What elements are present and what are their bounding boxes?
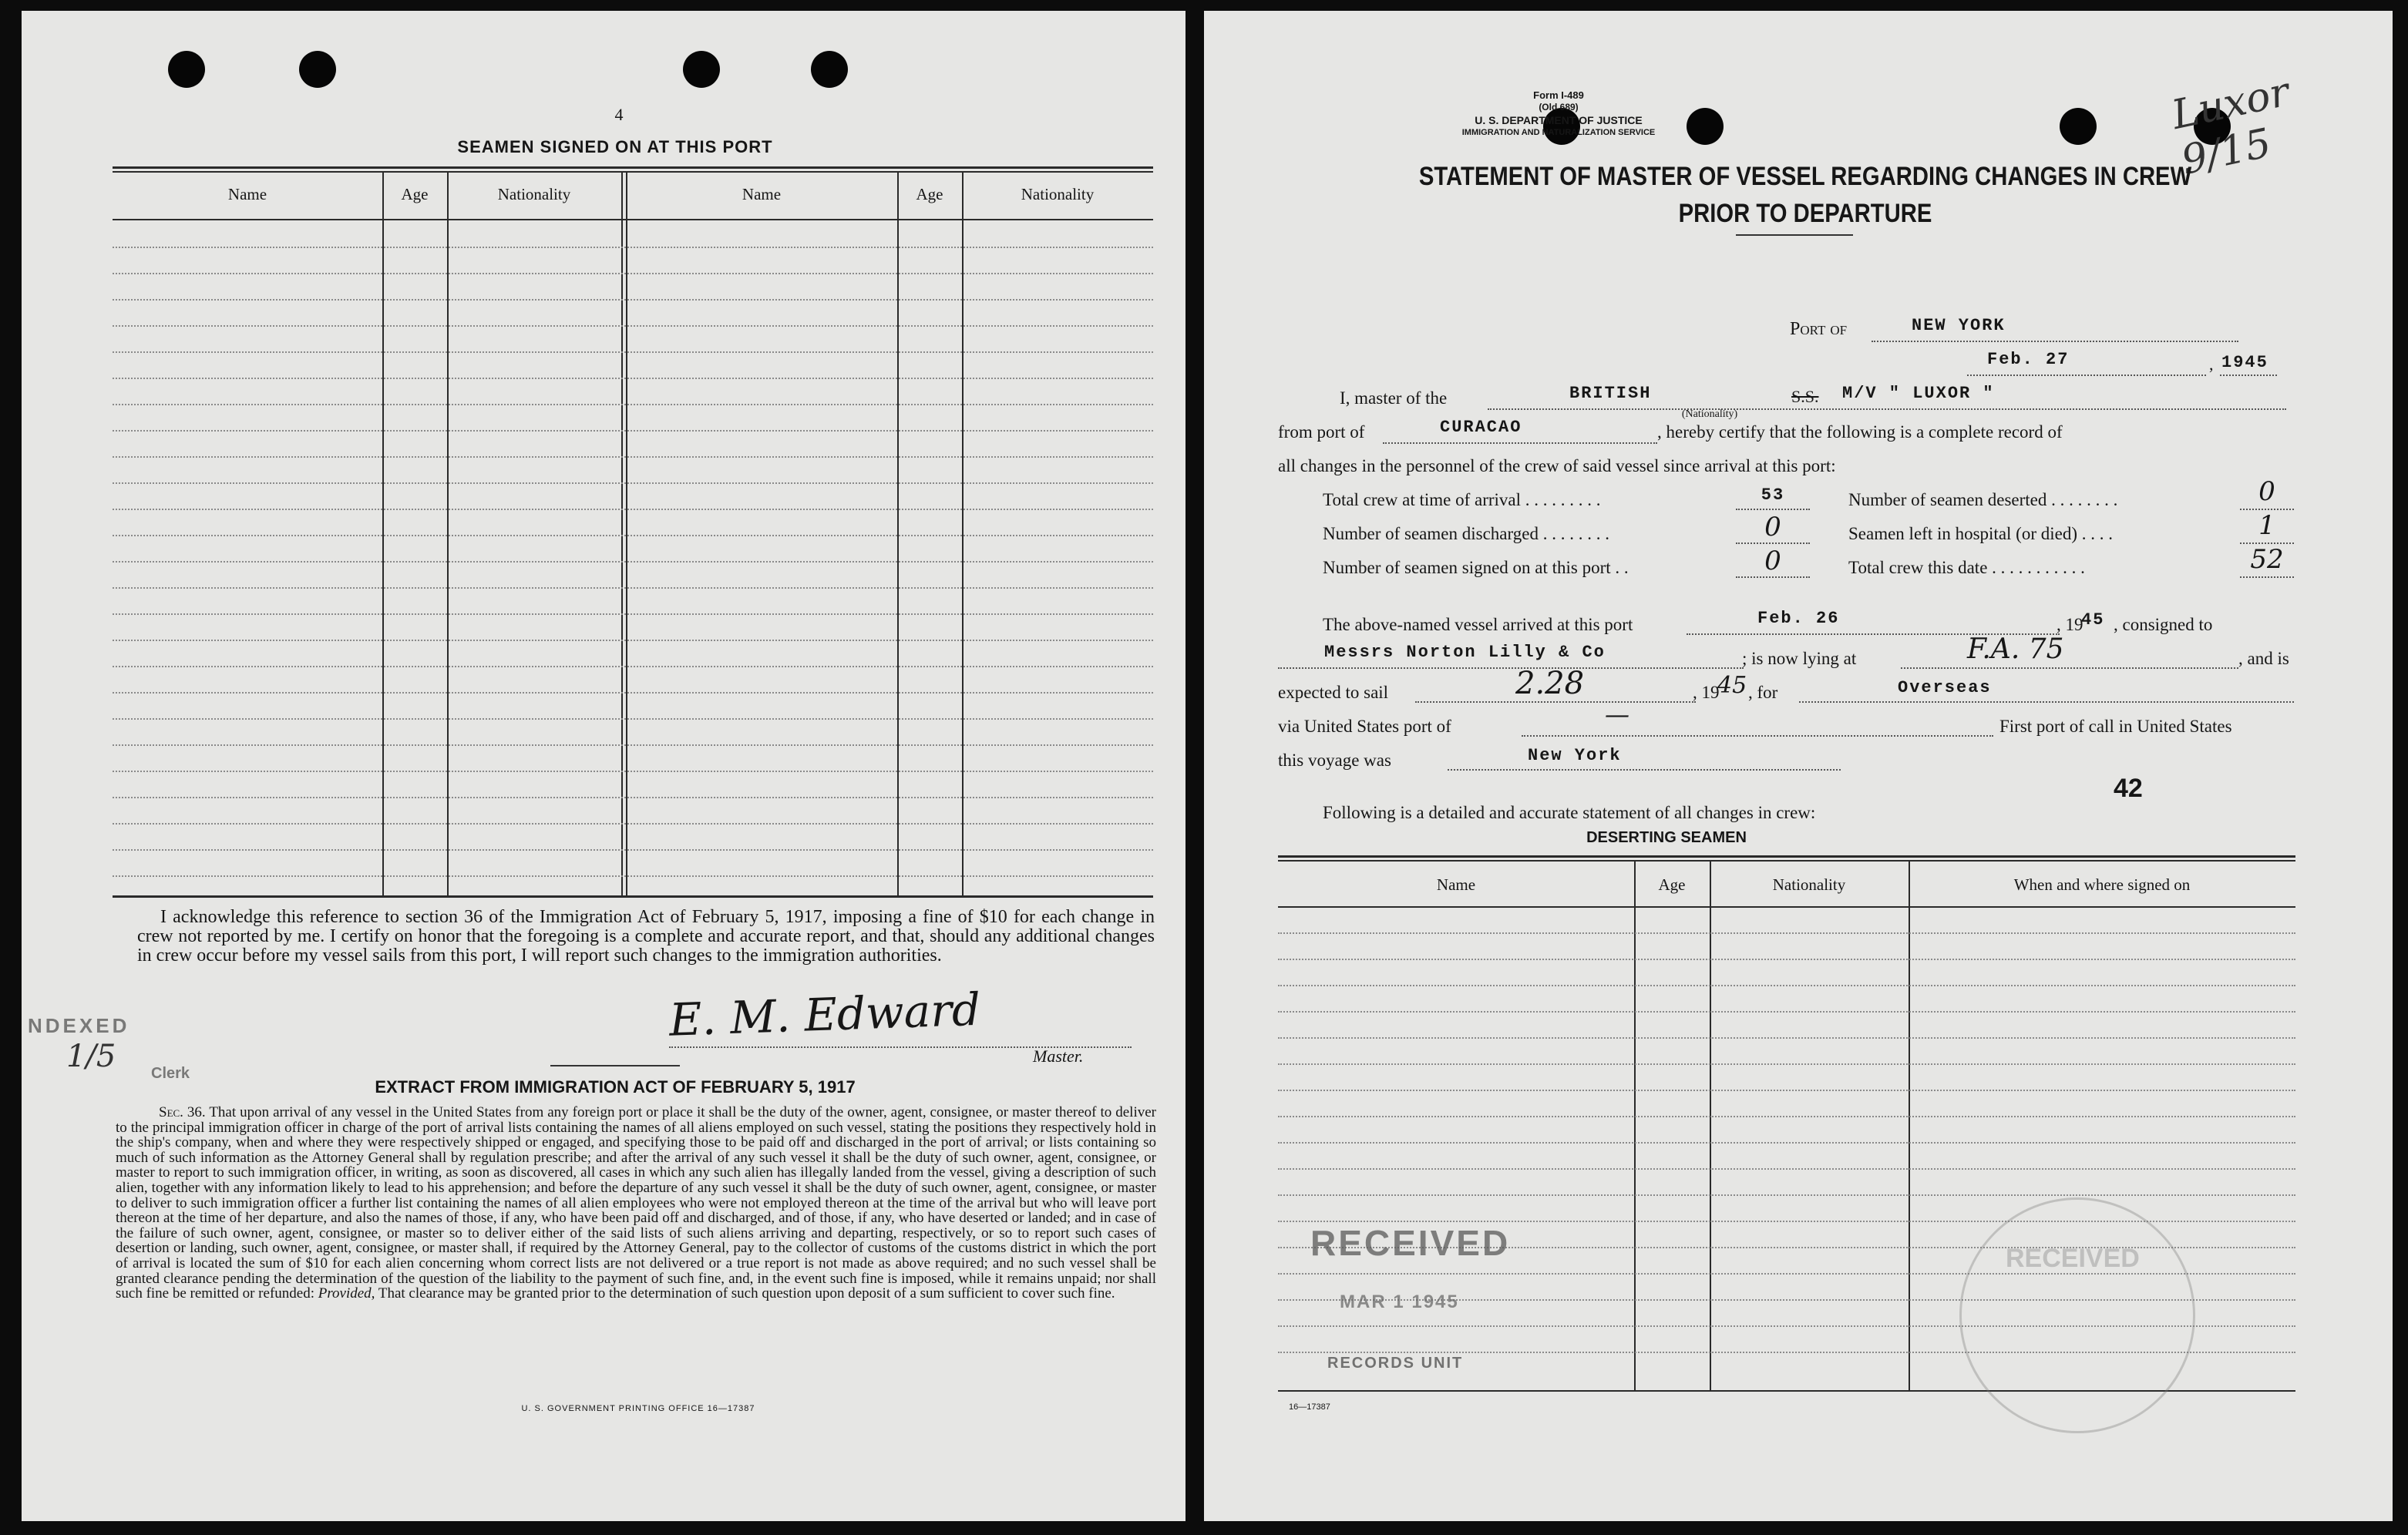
number-42: 42 xyxy=(2114,774,2143,803)
for-field xyxy=(1799,701,2294,703)
this-voyage-label: this voyage was xyxy=(1278,751,1391,770)
clerk-label: Clerk xyxy=(151,1065,190,1082)
stat-value-deserted: 0 xyxy=(2258,476,2275,507)
stat-label-discharged: Number of seamen discharged . . . . . . . . xyxy=(1323,524,1609,543)
stat-label-hospital: Seamen left in hospital (or died) . . . . xyxy=(1848,524,2114,543)
extract-title: EXTRACT FROM IMMIGRATION ACT OF FEBRUARY 5, 1917 xyxy=(375,1077,856,1097)
punch-hole xyxy=(811,51,848,88)
sec-label: Sec. 36. xyxy=(159,1104,206,1120)
date-comma: , xyxy=(2209,354,2214,374)
from-port-label: from port of xyxy=(1278,422,1365,442)
master-signature: E. M. Edward xyxy=(668,982,982,1046)
sail-year-prefix: , 19 xyxy=(1693,683,1720,702)
master-label: Master. xyxy=(1033,1046,1084,1066)
for-value: Overseas xyxy=(1898,678,1992,697)
arrived-label: The above-named vessel arrived at this port xyxy=(1323,615,1633,634)
and-is-label: , and is xyxy=(2238,649,2289,668)
stat-value-signed-on: 0 xyxy=(1764,546,1781,576)
from-port-field xyxy=(1383,442,1657,444)
certify-text: , hereby certify that the following is a complete record of xyxy=(1657,422,2063,442)
form-title-line1: STATEMENT OF MASTER OF VESSEL REGARDING CHANGES IN CREW xyxy=(1418,162,2192,191)
extract-body xyxy=(116,1105,1156,1302)
nationality-caption: (Nationality) xyxy=(1681,408,1738,420)
vessel-name: M/V " LUXOR " xyxy=(1842,384,1995,403)
page-number: 4 xyxy=(614,105,624,124)
sail-date: 2.28 xyxy=(1515,666,1585,701)
stat-label-total-date: Total crew this date . . . . . . . . . . . xyxy=(1848,558,2085,577)
sail-label: expected to sail xyxy=(1278,683,1389,702)
form-title-line2: PRIOR TO DEPARTURE xyxy=(1678,199,1932,228)
col-header-nationality: Nationality xyxy=(497,185,571,203)
col-header-age: Age xyxy=(401,185,429,203)
received-stamp: RECEIVED xyxy=(1310,1223,1511,1263)
punch-hole xyxy=(299,51,336,88)
stat-field xyxy=(1736,542,1810,544)
clerk-handwritten-mark: 1/5 xyxy=(66,1039,116,1074)
deserting-title: DESERTING SEAMEN xyxy=(1586,829,1747,846)
punch-hole xyxy=(2060,108,2097,145)
consigned-label: , consigned to xyxy=(2114,615,2213,634)
via-field xyxy=(1522,735,1993,737)
year-field xyxy=(2220,375,2277,376)
col-header-name: Name xyxy=(227,185,267,203)
stat-field xyxy=(2240,576,2294,578)
port-of-label: Port of xyxy=(1790,319,1848,339)
lying-at-label: ; is now lying at xyxy=(1742,649,1857,668)
stat-field xyxy=(1736,576,1810,578)
deserting-col-name: Name xyxy=(1436,875,1476,894)
section-title: SEAMEN SIGNED ON AT THIS PORT xyxy=(457,137,773,156)
corner-handwritten-note: Luxor 9/15 xyxy=(2168,69,2294,184)
deserting-col-age: Age xyxy=(1658,875,1686,894)
master-of-field xyxy=(1488,408,2286,410)
faint-stamp-text: RECEIVED xyxy=(2006,1244,2140,1273)
port-of-value: NEW YORK xyxy=(1912,316,2006,335)
stat-label-total-arrival: Total crew at time of arrival . . . . . . . . . xyxy=(1323,490,1601,509)
department: U. S. DEPARTMENT OF JUSTICE xyxy=(1475,114,1643,126)
col-header-name-2: Name xyxy=(742,185,782,203)
service: IMMIGRATION AND NATURALIZATION SERVICE xyxy=(1461,128,1656,137)
year-value: 1945 xyxy=(2221,353,2268,372)
left-page xyxy=(22,11,1186,1521)
sail-year: 45 xyxy=(1717,672,1747,699)
lying-at-value: F.A. 75 xyxy=(1967,633,2064,665)
sail-field xyxy=(1415,701,1696,703)
all-changes-text: all changes in the personnel of the crew of said vessel since arrival at this port: xyxy=(1278,456,1836,475)
form-old: (Old 689) xyxy=(1539,102,1579,113)
date-value: Feb. 27 xyxy=(1987,350,2070,369)
arrived-date: Feb. 26 xyxy=(1757,609,1840,628)
lying-at-field xyxy=(1901,667,2238,669)
port-of-field xyxy=(1872,341,2238,342)
col-header-age-2: Age xyxy=(916,185,943,203)
stat-value-total-arrival: 53 xyxy=(1761,485,1785,505)
consignee-field xyxy=(1278,667,1744,669)
via-label: via United States port of xyxy=(1278,717,1451,736)
deserting-col-signed-on: When and where signed on xyxy=(2013,875,2191,894)
following-text: Following is a detailed and accurate statement of all changes in crew: xyxy=(1323,803,1816,822)
vessel-ss: S.S. xyxy=(1791,387,1819,406)
via-value: — xyxy=(1605,700,1629,729)
stat-value-discharged: 0 xyxy=(1764,512,1781,542)
extract-end: That clearance may be granted prior to the determination of such question upon deposit of a sum sufficient to cover such fine. xyxy=(378,1285,1115,1302)
faint-circular-stamp xyxy=(1959,1197,2195,1433)
divider-line xyxy=(550,1065,680,1066)
deserting-col-nationality: Nationality xyxy=(1772,875,1846,894)
this-voyage-field xyxy=(1448,769,1841,771)
punch-hole xyxy=(168,51,205,88)
from-port-value: CURACAO xyxy=(1440,418,1522,437)
stat-label-deserted: Number of seamen deserted . . . . . . . . xyxy=(1848,490,2118,509)
indexed-stamp: NDEXED xyxy=(28,1014,130,1037)
received-date-stamp: MAR 1 1945 xyxy=(1340,1291,1459,1312)
this-voyage-value: New York xyxy=(1528,746,1622,765)
extract-provided: Provided, xyxy=(318,1285,375,1302)
stat-label-signed-on: Number of seamen signed on at this port . . xyxy=(1323,558,1629,577)
title-underline xyxy=(1736,234,1853,236)
stat-value-hospital: 1 xyxy=(2258,510,2275,541)
printing-office: U. S. GOVERNMENT PRINTING OFFICE 16—17387 xyxy=(521,1404,755,1413)
form-number: Form I-489 xyxy=(1533,89,1584,101)
master-of-label: I, master of the xyxy=(1340,388,1448,408)
col-header-nationality-2: Nationality xyxy=(1021,185,1095,203)
stat-value-total-date: 52 xyxy=(2250,544,2284,575)
right-page xyxy=(1204,11,2393,1521)
arrived-year: 45 xyxy=(2081,610,2105,630)
for-label: , for xyxy=(1748,683,1778,702)
punch-hole xyxy=(683,51,720,88)
date-field xyxy=(1967,375,2206,376)
records-unit-stamp: RECORDS UNIT xyxy=(1327,1355,1464,1372)
extract-text: That upon arrival of any vessel in the United States from any foreign port or place it shall be the duty of the owner, agent, consignee, or master thereof to deliver to the principal immigration officer in charge of the port of arrival lists containing the names of all aliens employed on such vessel, stating the positions they respectively hold in the ship's company, when and where they were respectively shipped or engaged, and specifying those to be paid off and discharged in the port of arrival; or lists containing so much of such information as the Attorney General shall by regulation prescribe; and after the arrival of any such vessel it shall be the duty of such owner, agent, consignee, or master to report to such immigration officer, in writing, as soon as discovered, all cases in which any such alien has illegally landed from the vessel, giving a description of such alien, together with any information likely to lead to his apprehension; and before the departure of any such vessel it shall be the duty of such owner, agent, consignee, or master to deliver to such immigration officer a further list containing the names of all alien employees who were not employed thereon at the time of the arrival but who will leave port thereon at the time of her departure, and also the names of those, if any, who have been paid off and discharged, and of those, if any, who have deserted or landed; and in case of the failure of such owner, agent, consignee, or master so to deliver either of the said lists of such aliens arriving and departing, respectively, or so to report such cases of desertion or landing, such owner, agent, consignee, or master shall, if required by the Attorney General, pay to the collector of customs of the customs district in which the port of arrival is located the sum of $10 for each alien concerning whom correct lists are not delivered or a true report is not made as above required; and no such vessel shall be granted clearance pending the determination of the question of the liability to the payment of such fine, and, in the event such fine is imposed, while it remains unpaid; nor shall such fine be remitted or refunded: xyxy=(116,1104,1156,1302)
acknowledgment-text: I acknowledge this reference to section 36 of the Immigration Act of February 5, 1917, imposing a fine of $10 for each change in crew not reported by me. I certify on honor that the foregoing is a complete and accurate report, and that, should any additional changes in crew occur before my vessel sails from this port, I will report such changes to the immigration authorities. xyxy=(137,907,1155,966)
first-port-label: First port of call in United States xyxy=(1999,717,2232,736)
form-code: 16—17387 xyxy=(1289,1402,1330,1412)
stat-field xyxy=(1736,509,1810,510)
nationality-value: BRITISH xyxy=(1569,384,1652,403)
consignee-value: Messrs Norton Lilly & Co xyxy=(1324,643,1606,662)
arrived-year-prefix: , 19 xyxy=(2057,615,2083,634)
